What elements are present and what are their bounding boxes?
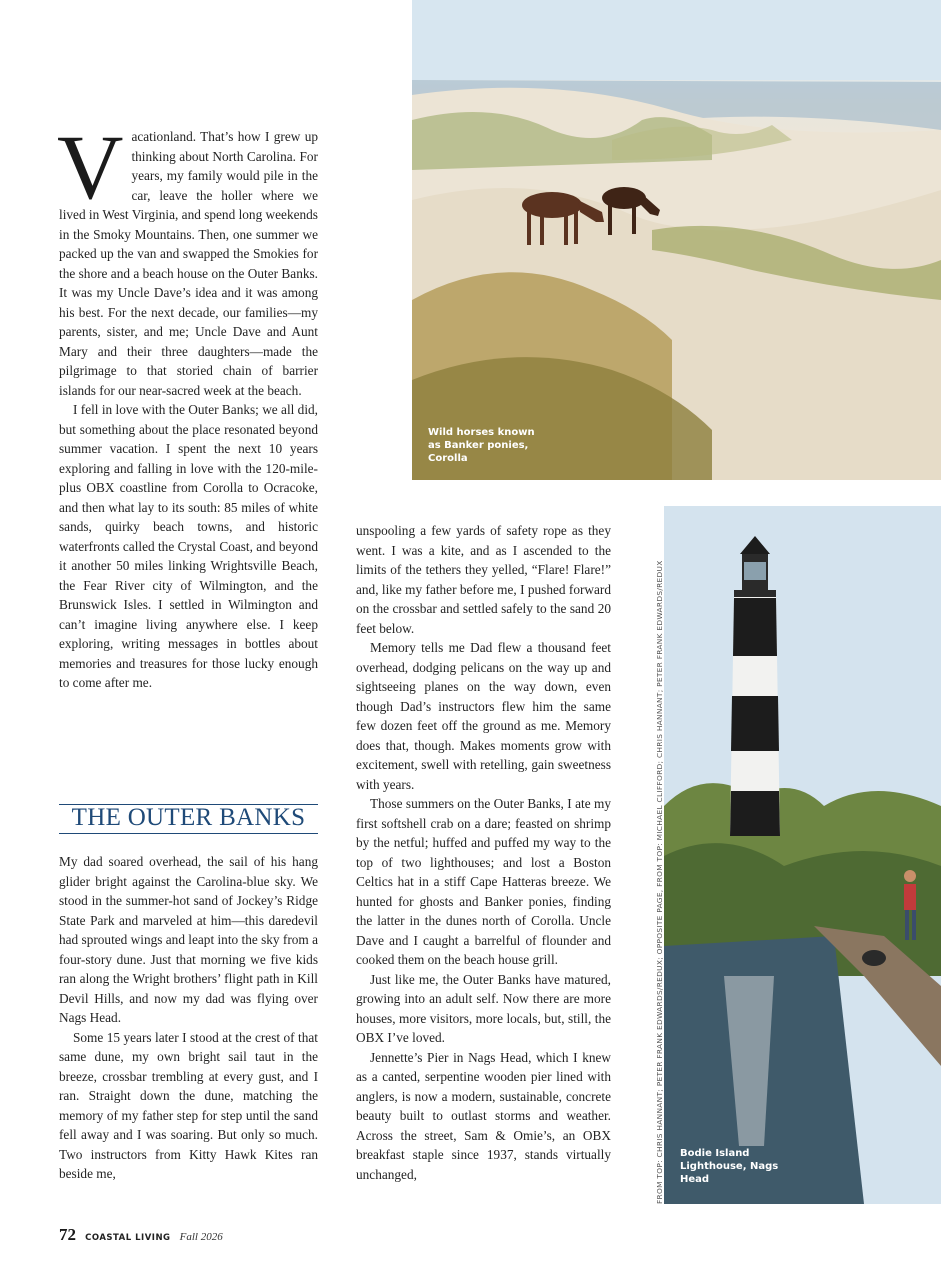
heading-rule-bottom bbox=[59, 833, 318, 834]
drop-cap: V bbox=[57, 116, 124, 218]
paragraph: unspooling a few yards of safety rope as they went. I was a kite, and as I ascended to the limits of the tethers they yelled, “Flare! Flare!” and, like my father before me, I pushed forward on the crossbar and settled safely to the sand 20 feet below. bbox=[356, 523, 611, 636]
photo-caption: Wild horses known as Banker ponies, Corolla bbox=[428, 427, 535, 464]
wild-horses-photo bbox=[412, 0, 941, 480]
page-number: 72 bbox=[59, 1225, 76, 1244]
lighthouse-photo bbox=[664, 506, 941, 1204]
dunes-illustration bbox=[412, 0, 941, 480]
paragraph: Jennette’s Pier in Nags Head, which I knew as a canted, serpentine wooden pier lined with anglers, is now a modern, sustainable, concrete beauty built to outlast storms and weather. Across the street, Sam & Omie’s, an OBX breakfast staple since 1937, stands virtually unchanged, bbox=[356, 1049, 611, 1182]
section-heading: THE OUTER BANKS bbox=[71, 804, 306, 831]
paragraph: Those summers on the Outer Banks, I ate my first softshell crab on a dare; feasted on shrimp by the netful; huffed and puffed my way to the top of two lighthouses; and lost a Boston Celtics hat in a stiff Cape Hatteras breeze. We hunted for ghosts and Banker ponies, finding the latter in the dunes north of Corolla. Uncle Dave and I caught a barrelful of flounder and cooked them on the beach house grill. bbox=[356, 796, 611, 967]
paragraph: acationland. That’s how I grew up thinking about North Carolina. For years, my family would pile in the car, leave the holler where we lived in West Virginia, and spend long weekends in the Smoky Mountains. Then, one summer we packed up the van and swapped the Smokies for the shore and a beach house on the Outer Banks. It was my Uncle Dave’s idea and it was among his best. For the next decade, our families—my parents, sister, and me; Uncle Dave and Aunt Mary and their three daughters—made the pilgrimage to that storied chain of barrier islands for our near-sacred week at the beach. bbox=[59, 129, 318, 398]
paragraph: I fell in love with the Outer Banks; we all did, but something about the place resonated beyond summer vacation. I spent the next 10 years exploring and falling in love with the 120-mile-plus OBX coastline from Corolla to Ocracoke, and then what lay to its south: 85 miles of white sands, quirky beach towns, and historic waterfronts called the Crystal Coast, and beyond it another 50 miles linking Wrightsville Beach, the Fear River city of Wilmington, and the Brunswick Isles. I settled in Wilmington and can’t imagine living anywhere else. I keep exploring, writing messages in bottles about memories and treasures for those lucky enough to come after me. bbox=[59, 402, 318, 690]
paragraph: My dad soared overhead, the sail of his hang glider bright against the Carolina-blue sky. We stood in the summer-hot sand of Jockey’s Ridge State Park and marveled at him—this daredevil had sprouted wings and leapt into the sky from a four-story dune. Just that morning we five kids ran along the Wright brothers’ flight path in Kill Devil Hills, and now my dad was flying over Nags Head. bbox=[59, 854, 318, 1025]
lighthouse-illustration bbox=[664, 506, 941, 1204]
article-column-1-continued bbox=[59, 852, 318, 1184]
issue-date: Fall 2026 bbox=[179, 1231, 223, 1243]
paragraph: Memory tells me Dad flew a thousand feet overhead, dodging pelicans on the way up and sightseeing planes on the way down, even though Dad’s instructors flew him the same few dozen feet off the ground as me. Memory does that, though. Makes moments grow with excitement, swell with retelling, gain sweetness with years. bbox=[356, 640, 611, 792]
paragraph: Some 15 years later I stood at the crest of that same dune, my own bright sail taut in the breeze, crossbar trembling at every gust, and I ran. Straight down the dune, matching the memory of my father step for step until the sand fell away and I was soaring. But only so much. Two instructors from Kitty Hawk Kites ran beside me, bbox=[59, 1029, 318, 1181]
paragraph: Just like me, the Outer Banks have matured, growing into an adult self. Now there are more houses, more visitors, more locals, but, still, the OBX I’ve loved. bbox=[356, 971, 611, 1045]
photo-caption: Bodie Island Lighthouse, Nags Head bbox=[680, 1148, 779, 1185]
article-column-2 bbox=[356, 521, 611, 1184]
page-footer bbox=[59, 1225, 223, 1245]
article-column-1 bbox=[57, 116, 318, 693]
magazine-name: COASTAL LIVING bbox=[85, 1233, 171, 1243]
photo-credit: FROM TOP: CHRIS HANNANT; PETER FRANK EDWARDS/REDUX; OPPOSITE PAGE, FROM TOP: MICHAEL CLIFFORD; CHRIS HANNANT; PETER FRANK EDWARDS/REDUX bbox=[655, 560, 664, 1204]
